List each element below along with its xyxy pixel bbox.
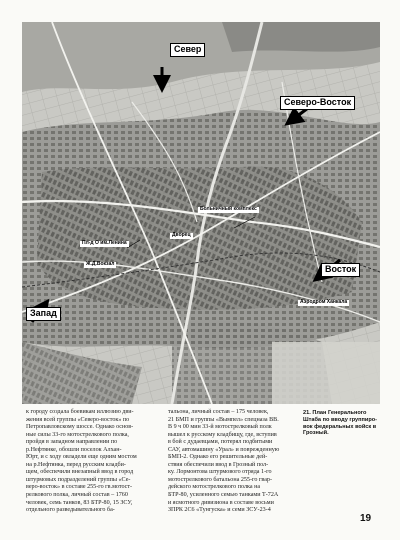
- airport-label: Аэродром Ханкала: [300, 299, 348, 305]
- map-image: [22, 22, 380, 404]
- north-label: Север: [170, 43, 205, 57]
- dvorets-label: Дворец: [172, 232, 191, 238]
- city-map: [22, 22, 380, 404]
- paragraph: к городу создала боевикам иллюзию дви- жения всей группы «Северо-восток» по Петропавловскому шоссе. Однако основ- ные силы 33-го мотострелкового полка, пройдя в западном направлении по р.Нефтянке, обошли поселок Алхан- Юрт, и с ходу овладели еще одним мостом на р.Нефтянка, перед русским кладби- щем, обеспечили внезапный ввод в город штурмовых подразделений группы «Се- веро-восток» в составе 255-го гв.мотост- релкового полка, личный состав – 1760 человек, семь танков, 83 БТР-80, 15 ЗСУ, отдельного разведывательного ба-: [26, 409, 137, 514]
- paragraph: тальона, личный состав – 175 человек, 21 БМП и группы «Вымпел» спецназа ВВ. В 9 ч 00 мин 33-й мотострелковый полк вышел к русскому кладбищу, где, вступив в бой с дудаевцами, потерял подбитыми САУ, автомашину «Урал» и поврежденную БМП-2. Однако его решительные дей- ствия обеспечили ввод в Грозный пол- ку. Лормонтова штурмового отряда 1-го мотострелкового батальона 255-го гвар- дейского мотострелкового полка на БТР-80, усиленного семью танками Т-72А и ясмотного дивизиона в составе восьми ЗПРК 2С6 «Тунгуска» и семи ЗСУ-23-4: [168, 409, 280, 514]
- page-number: 19: [360, 513, 372, 524]
- east-label: Восток: [321, 263, 360, 277]
- text-column-left: [26, 409, 161, 515]
- hospital-label: Больничный комплекс: [200, 206, 257, 212]
- northeast-label: Северо-Восток: [280, 96, 355, 110]
- text-column-right: [168, 409, 296, 515]
- station-label: Ж.Д.Вокзал: [86, 261, 115, 267]
- figure-caption: 21. План Генерального Штаба по вводу группиро-вок федеральных войск в Грозный.: [303, 410, 378, 437]
- west-label: Запад: [26, 307, 61, 321]
- square-label: Пл-д О им.Ленина: [82, 240, 127, 246]
